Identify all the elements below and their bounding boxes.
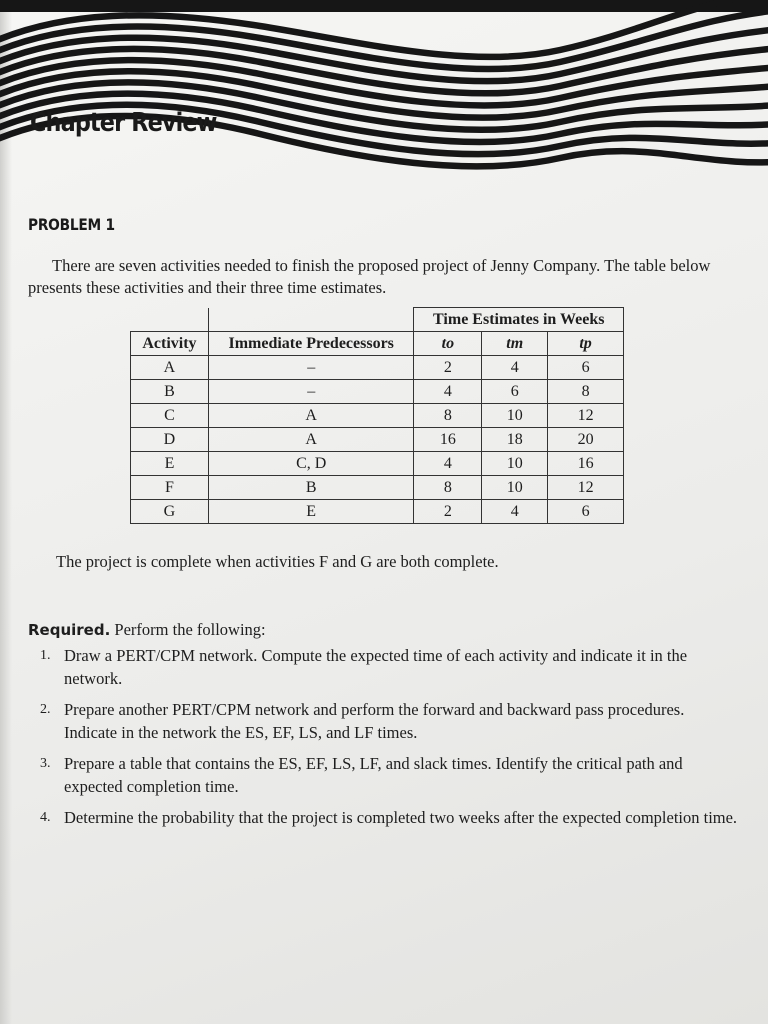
tm-cell: 10 [482,452,548,476]
time-estimates-table [130,307,624,524]
list-item [40,644,740,690]
activity-cell: C [131,404,209,428]
required-task-list [40,644,740,837]
required-heading [28,620,266,640]
activity-cell: F [131,476,209,500]
time-estimates-header: Time Estimates in Weeks [414,308,624,332]
to-header: to [414,332,482,356]
to-cell: 2 [414,356,482,380]
activity-cell: B [131,380,209,404]
predecessors-header: Immediate Predecessors [208,332,414,356]
activity-cell: G [131,500,209,524]
predecessors-cell: A [208,404,414,428]
table-row [131,404,624,428]
tp-header: tp [548,332,624,356]
required-label: Required. [28,621,111,639]
problem-intro: There are seven activities needed to finish the proposed project of Jenny Company. The table below presents these activities and their three time estimates. [28,256,711,297]
tp-cell: 6 [548,500,624,524]
table-row [131,476,624,500]
list-item-number: 3. [40,756,51,771]
required-text: Perform the following: [114,620,266,639]
list-item-text: Prepare another PERT/CPM network and perform the forward and backward pass procedures. Indicate in the network the ES, EF, LS, and LF times. [64,700,685,742]
list-item-number: 4. [40,810,51,825]
completion-note: The project is complete when activities F and G are both complete. [56,552,499,571]
tm-cell: 10 [482,404,548,428]
tm-cell: 4 [482,500,548,524]
tm-cell: 4 [482,356,548,380]
activity-cell: D [131,428,209,452]
problem-title: PROBLEM 1 [28,215,115,234]
tm-header: tm [482,332,548,356]
chapter-title: Chapter Review [30,108,217,138]
predecessors-cell: C, D [208,452,414,476]
predecessors-cell: E [208,500,414,524]
list-item-number: 1. [40,648,51,663]
to-cell: 4 [414,452,482,476]
predecessors-cell: A [208,428,414,452]
predecessors-cell: – [208,380,414,404]
to-cell: 8 [414,404,482,428]
table-row [131,428,624,452]
table-row [131,356,624,380]
tm-cell: 6 [482,380,548,404]
table-row [131,500,624,524]
tp-cell: 20 [548,428,624,452]
decorative-wave-banner [0,0,768,200]
header-spacer [131,308,209,332]
activity-cell: A [131,356,209,380]
list-item-text: Draw a PERT/CPM network. Compute the expected time of each activity and indicate it in the network. [64,646,688,688]
to-cell: 2 [414,500,482,524]
tp-cell: 6 [548,356,624,380]
list-item [40,752,740,798]
header-spacer [208,308,414,332]
to-cell: 16 [414,428,482,452]
list-item [40,698,740,744]
list-item-text: Determine the probability that the project is completed two weeks after the expected completion time. [64,808,738,827]
list-item [40,806,740,829]
predecessors-cell: – [208,356,414,380]
list-item-text: Prepare a table that contains the ES, EF, LS, LF, and slack times. Identify the critical path and expected completion time. [64,754,683,796]
tp-cell: 12 [548,476,624,500]
activity-cell: E [131,452,209,476]
tp-cell: 16 [548,452,624,476]
tm-cell: 18 [482,428,548,452]
table-row [131,452,624,476]
list-item-number: 2. [40,702,51,717]
table-row [131,380,624,404]
to-cell: 8 [414,476,482,500]
tm-cell: 10 [482,476,548,500]
activity-header: Activity [131,332,209,356]
to-cell: 4 [414,380,482,404]
predecessors-cell: B [208,476,414,500]
tp-cell: 12 [548,404,624,428]
tp-cell: 8 [548,380,624,404]
